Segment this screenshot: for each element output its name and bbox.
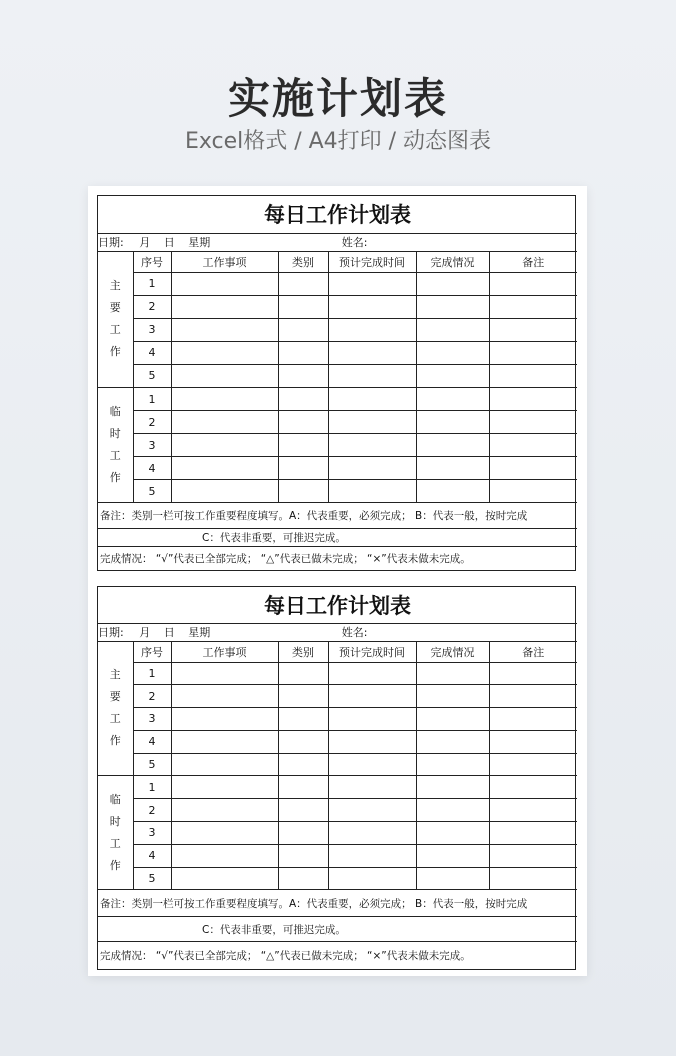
- category-cell[interactable]: [278, 480, 328, 503]
- col-header-remark: 备注: [489, 641, 577, 662]
- remark-cell[interactable]: [489, 387, 577, 410]
- due-cell[interactable]: [328, 799, 416, 822]
- col-header-seq: 序号: [133, 641, 171, 662]
- weekday-label: 星期: [188, 236, 211, 249]
- remark-cell[interactable]: [489, 662, 577, 685]
- hero-subtitle: Excel格式 / A4打印 / 动态图表: [184, 129, 492, 154]
- status-cell[interactable]: [416, 480, 489, 503]
- remark-cell[interactable]: [489, 799, 577, 822]
- row-number: 3: [133, 318, 171, 341]
- category-cell[interactable]: [278, 295, 328, 318]
- remark-cell[interactable]: [489, 457, 577, 480]
- table-row: [98, 434, 577, 457]
- due-cell[interactable]: [328, 867, 416, 890]
- plan-table: [98, 587, 577, 969]
- col-header-due: 预计完成时间: [328, 251, 416, 272]
- title-row: [98, 196, 577, 233]
- status-cell[interactable]: [416, 799, 489, 822]
- sheet: [88, 186, 587, 976]
- info-row: [98, 623, 577, 641]
- name-label: 姓名:: [341, 626, 368, 639]
- col-header-seq: 序号: [133, 251, 171, 272]
- note-text: 备注：类别一栏可按工作重要程度填写。A：代表重要，必须完成； B：代表一般，按时完成: [98, 503, 577, 529]
- table-row: [98, 867, 577, 890]
- date-label: 日期:: [98, 626, 124, 639]
- due-cell[interactable]: [328, 411, 416, 434]
- table-row: [98, 799, 577, 822]
- due-cell[interactable]: [328, 341, 416, 364]
- status-cell[interactable]: [416, 318, 489, 341]
- note-text: C：代表非重要，可推迟完成。: [98, 917, 577, 942]
- category-cell[interactable]: [278, 867, 328, 890]
- due-cell[interactable]: [328, 662, 416, 685]
- task-cell[interactable]: [171, 480, 278, 503]
- due-cell[interactable]: [328, 387, 416, 410]
- category-cell[interactable]: [278, 844, 328, 867]
- due-cell[interactable]: [328, 753, 416, 776]
- due-cell[interactable]: [328, 776, 416, 799]
- remark-cell[interactable]: [489, 411, 577, 434]
- row-number: 1: [133, 776, 171, 799]
- task-cell[interactable]: [171, 318, 278, 341]
- group-main-label: 主要工作: [109, 279, 121, 359]
- category-cell[interactable]: [278, 387, 328, 410]
- col-header-category: 类别: [278, 641, 328, 662]
- column-header-row: [98, 251, 577, 272]
- task-cell[interactable]: [171, 685, 278, 708]
- task-cell[interactable]: [171, 753, 278, 776]
- task-cell[interactable]: [171, 364, 278, 387]
- date-label: 日期:: [98, 236, 124, 249]
- note-text: 完成情况： “√”代表已全部完成； “△”代表已做未完成； “×”代表未做未完成。: [98, 547, 577, 570]
- row-number: 2: [133, 295, 171, 318]
- status-cell[interactable]: [416, 867, 489, 890]
- due-cell[interactable]: [328, 844, 416, 867]
- row-number: 5: [133, 753, 171, 776]
- remark-cell[interactable]: [489, 341, 577, 364]
- due-cell[interactable]: [328, 685, 416, 708]
- remark-cell[interactable]: [489, 730, 577, 753]
- name-label: 姓名:: [341, 236, 368, 249]
- remark-cell[interactable]: [489, 434, 577, 457]
- remark-cell[interactable]: [489, 364, 577, 387]
- note-row: [98, 942, 577, 969]
- due-cell[interactable]: [328, 364, 416, 387]
- col-header-due: 预计完成时间: [328, 641, 416, 662]
- status-cell[interactable]: [416, 457, 489, 480]
- group-main-cell: [98, 641, 133, 776]
- row-number: 3: [133, 708, 171, 731]
- category-cell[interactable]: [278, 341, 328, 364]
- remark-cell[interactable]: [489, 844, 577, 867]
- table-row: [98, 753, 577, 776]
- due-cell[interactable]: [328, 708, 416, 731]
- remark-cell[interactable]: [489, 753, 577, 776]
- row-number: 4: [133, 730, 171, 753]
- note-row: [98, 890, 577, 917]
- category-cell[interactable]: [278, 411, 328, 434]
- remark-cell[interactable]: [489, 272, 577, 295]
- col-header-category: 类别: [278, 251, 328, 272]
- note-text: 备注：类别一栏可按工作重要程度填写。A：代表重要，必须完成； B：代表一般，按时完成: [98, 890, 577, 917]
- category-cell[interactable]: [278, 685, 328, 708]
- category-cell[interactable]: [278, 730, 328, 753]
- row-number: 1: [133, 272, 171, 295]
- task-cell[interactable]: [171, 341, 278, 364]
- note-row: [98, 547, 577, 570]
- row-number: 4: [133, 457, 171, 480]
- group-temp-label: 临时工作: [109, 405, 121, 485]
- task-cell[interactable]: [171, 272, 278, 295]
- task-cell[interactable]: [171, 708, 278, 731]
- task-cell[interactable]: [171, 822, 278, 845]
- category-cell[interactable]: [278, 434, 328, 457]
- task-cell[interactable]: [171, 387, 278, 410]
- table-row: [98, 272, 577, 295]
- form-title: 每日工作计划表: [98, 196, 577, 233]
- status-cell[interactable]: [416, 272, 489, 295]
- status-cell[interactable]: [416, 730, 489, 753]
- task-cell[interactable]: [171, 295, 278, 318]
- table-row: [98, 457, 577, 480]
- category-cell[interactable]: [278, 753, 328, 776]
- plan-form: [97, 195, 576, 571]
- due-cell[interactable]: [328, 457, 416, 480]
- col-header-task: 工作事项: [171, 251, 278, 272]
- task-cell[interactable]: [171, 411, 278, 434]
- status-cell[interactable]: [416, 387, 489, 410]
- row-number: 3: [133, 434, 171, 457]
- table-row: [98, 411, 577, 434]
- note-row: [98, 529, 577, 547]
- due-cell[interactable]: [328, 295, 416, 318]
- category-cell[interactable]: [278, 364, 328, 387]
- note-text: C：代表非重要，可推迟完成。: [98, 529, 577, 547]
- row-number: 5: [133, 480, 171, 503]
- row-number: 3: [133, 822, 171, 845]
- status-cell[interactable]: [416, 844, 489, 867]
- due-cell[interactable]: [328, 822, 416, 845]
- category-cell[interactable]: [278, 708, 328, 731]
- note-row: [98, 503, 577, 529]
- task-cell[interactable]: [171, 799, 278, 822]
- task-cell[interactable]: [171, 844, 278, 867]
- remark-cell[interactable]: [489, 295, 577, 318]
- status-cell[interactable]: [416, 776, 489, 799]
- remark-cell[interactable]: [489, 822, 577, 845]
- month-label: 月: [139, 626, 151, 639]
- category-cell[interactable]: [278, 662, 328, 685]
- table-row: [98, 295, 577, 318]
- table-row: [98, 822, 577, 845]
- status-cell[interactable]: [416, 434, 489, 457]
- info-row: [98, 233, 577, 251]
- table-row: [98, 844, 577, 867]
- remark-cell[interactable]: [489, 480, 577, 503]
- table-row: [98, 341, 577, 364]
- category-cell[interactable]: [278, 457, 328, 480]
- group-temp-cell: [98, 776, 133, 890]
- col-header-status: 完成情况: [416, 251, 489, 272]
- table-row: [98, 730, 577, 753]
- col-header-task: 工作事项: [171, 641, 278, 662]
- task-cell[interactable]: [171, 867, 278, 890]
- table-row: [98, 776, 577, 799]
- status-cell[interactable]: [416, 341, 489, 364]
- title-row: [98, 587, 577, 623]
- row-number: 5: [133, 867, 171, 890]
- status-cell[interactable]: [416, 364, 489, 387]
- due-cell[interactable]: [328, 480, 416, 503]
- task-cell[interactable]: [171, 457, 278, 480]
- row-number: 1: [133, 662, 171, 685]
- remark-cell[interactable]: [489, 867, 577, 890]
- status-cell[interactable]: [416, 295, 489, 318]
- row-number: 4: [133, 341, 171, 364]
- category-cell[interactable]: [278, 776, 328, 799]
- table-row: [98, 318, 577, 341]
- status-cell[interactable]: [416, 411, 489, 434]
- column-header-row: [98, 641, 577, 662]
- row-number: 5: [133, 364, 171, 387]
- group-main-cell: [98, 251, 133, 387]
- group-temp-cell: [98, 387, 133, 502]
- status-cell[interactable]: [416, 685, 489, 708]
- row-number: 2: [133, 411, 171, 434]
- col-header-remark: 备注: [489, 251, 577, 272]
- note-row: [98, 917, 577, 942]
- due-cell[interactable]: [328, 318, 416, 341]
- row-number: 2: [133, 799, 171, 822]
- day-label: 日: [163, 236, 175, 249]
- due-cell[interactable]: [328, 434, 416, 457]
- col-header-status: 完成情况: [416, 641, 489, 662]
- weekday-label: 星期: [188, 626, 211, 639]
- hero-title: 实施计划表: [227, 74, 448, 123]
- remark-cell[interactable]: [489, 318, 577, 341]
- table-row: [98, 364, 577, 387]
- plan-form: [97, 586, 576, 970]
- row-number: 2: [133, 685, 171, 708]
- group-main-label: 主要工作: [109, 668, 121, 748]
- row-number: 4: [133, 844, 171, 867]
- task-cell[interactable]: [171, 776, 278, 799]
- table-row: [98, 662, 577, 685]
- month-label: 月: [139, 236, 151, 249]
- category-cell[interactable]: [278, 318, 328, 341]
- group-temp-label: 临时工作: [109, 792, 121, 872]
- due-cell[interactable]: [328, 730, 416, 753]
- note-text: 完成情况： “√”代表已全部完成； “△”代表已做未完成； “×”代表未做未完成。: [98, 942, 577, 969]
- plan-table: [98, 196, 577, 570]
- form-title: 每日工作计划表: [98, 587, 577, 623]
- remark-cell[interactable]: [489, 708, 577, 731]
- status-cell[interactable]: [416, 662, 489, 685]
- task-cell[interactable]: [171, 434, 278, 457]
- task-cell[interactable]: [171, 730, 278, 753]
- row-number: 1: [133, 387, 171, 410]
- category-cell[interactable]: [278, 272, 328, 295]
- status-cell[interactable]: [416, 753, 489, 776]
- remark-cell[interactable]: [489, 685, 577, 708]
- table-row: [98, 480, 577, 503]
- status-cell[interactable]: [416, 822, 489, 845]
- table-row: [98, 685, 577, 708]
- task-cell[interactable]: [171, 662, 278, 685]
- due-cell[interactable]: [328, 272, 416, 295]
- day-label: 日: [163, 626, 175, 639]
- table-row: [98, 387, 577, 410]
- remark-cell[interactable]: [489, 776, 577, 799]
- category-cell[interactable]: [278, 799, 328, 822]
- table-row: [98, 708, 577, 731]
- category-cell[interactable]: [278, 822, 328, 845]
- status-cell[interactable]: [416, 708, 489, 731]
